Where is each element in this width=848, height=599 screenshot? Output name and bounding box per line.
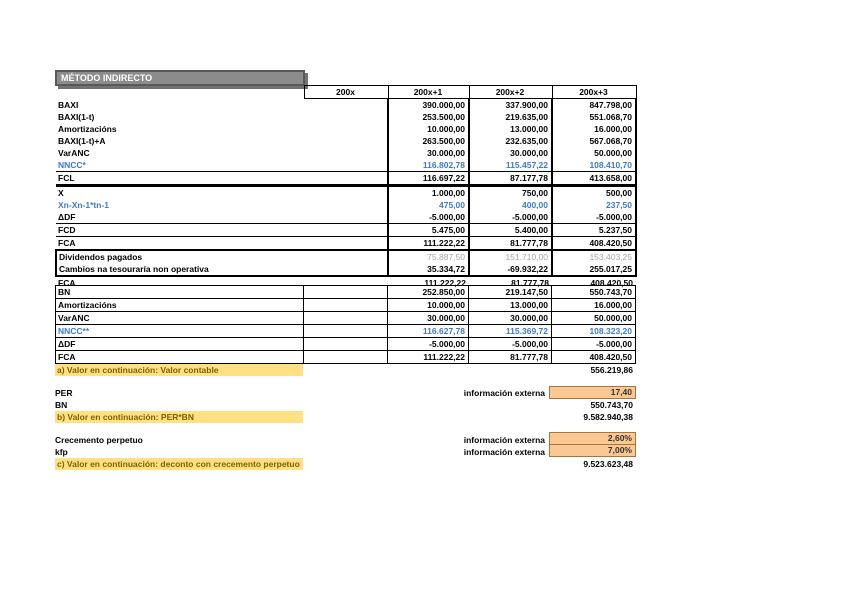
valuation-a-label: a) Valor en continuación: Valor contable bbox=[55, 364, 303, 376]
row-xn-formula bbox=[56, 199, 636, 211]
info-externa-label: información externa bbox=[463, 388, 545, 398]
method-title: MÉTODO INDIRECTO bbox=[55, 70, 305, 86]
row-baxi-1-t-plus-a bbox=[56, 135, 636, 147]
row-nncc bbox=[56, 159, 636, 172]
row-fcl bbox=[56, 172, 636, 186]
row-label: BN bbox=[56, 286, 304, 299]
empty-cell bbox=[304, 186, 388, 200]
row-x bbox=[56, 186, 636, 200]
row-varanc-2 bbox=[56, 312, 636, 325]
cell-value: -5.000,00 bbox=[552, 211, 636, 224]
valuation-c-value: 9.523.623,48 bbox=[583, 459, 633, 469]
row-varanc bbox=[56, 147, 636, 159]
cell-value: -5.000,00 bbox=[388, 211, 469, 224]
empty-cell bbox=[304, 325, 388, 338]
column-header: 200x+1 bbox=[388, 86, 469, 99]
cell-value: 413.658,00 bbox=[552, 172, 636, 186]
cell-value: 550.743,70 bbox=[552, 286, 636, 299]
empty-cell bbox=[304, 263, 388, 276]
cell-value: 5.237,50 bbox=[552, 224, 636, 237]
empty-cell bbox=[304, 172, 388, 186]
cell-value: 13.000,00 bbox=[469, 299, 552, 312]
row-label: FCD bbox=[56, 224, 304, 237]
net-income-method-table bbox=[55, 285, 636, 364]
row-amortizacions bbox=[56, 123, 636, 135]
row-delta-df-2 bbox=[56, 338, 636, 351]
growth-input[interactable]: 2,60% bbox=[549, 432, 636, 445]
row-label: VarANC bbox=[56, 312, 304, 325]
valuation-a-value: 556.219,86 bbox=[590, 365, 633, 375]
row-label: Cambios na tesouraría non operativa bbox=[56, 263, 304, 276]
row-label: BAXI bbox=[58, 99, 79, 110]
cell-value: -5.000,00 bbox=[469, 211, 552, 224]
row-label: X bbox=[58, 188, 64, 198]
cell-value: 5.475,00 bbox=[388, 224, 469, 237]
kfp-input[interactable]: 7,00% bbox=[549, 444, 636, 457]
cell-value: 111.222,22 bbox=[388, 351, 469, 364]
empty-cell bbox=[304, 123, 388, 135]
cell-value: 116.627,78 bbox=[388, 325, 469, 338]
cell-value: -5.000,00 bbox=[469, 338, 552, 351]
cell-value: 50.000,00 bbox=[552, 147, 636, 159]
cell-value: 567.068,70 bbox=[552, 135, 636, 147]
cell-value: 115.457,22 bbox=[469, 159, 552, 172]
cell-value: 337.900,00 bbox=[469, 99, 552, 112]
cell-value: 10.000,00 bbox=[388, 299, 469, 312]
cell-value: 30.000,00 bbox=[469, 147, 552, 159]
row-label: BAXI(1-t) bbox=[58, 112, 95, 122]
indirect-method-table bbox=[55, 85, 637, 289]
cell-value: 81.777,78 bbox=[469, 351, 552, 364]
row-nncc-2 bbox=[56, 325, 636, 338]
cell-value: -5.000,00 bbox=[388, 338, 469, 351]
cell-value: 111.222,22 bbox=[424, 278, 466, 288]
empty-cell bbox=[304, 111, 388, 123]
cell-value: 263.500,00 bbox=[388, 135, 469, 147]
cell-value: -69.932,22 bbox=[469, 263, 552, 276]
row-label: ΔDF bbox=[56, 211, 304, 224]
cell-value: 50.000,00 bbox=[552, 312, 636, 325]
row-label: VarANC bbox=[58, 148, 90, 158]
empty-cell bbox=[304, 135, 388, 147]
row-label: Amortizacións bbox=[56, 299, 304, 312]
cell-value: 115.369,72 bbox=[469, 325, 552, 338]
cell-value: 253.500,00 bbox=[388, 111, 469, 123]
cell-value: 16.000,00 bbox=[552, 299, 636, 312]
cell-value: 81.777,78 bbox=[511, 278, 549, 288]
cell-value: 1.000,00 bbox=[388, 186, 469, 200]
cell-value: 87.177,78 bbox=[469, 172, 552, 186]
empty-cell bbox=[304, 312, 388, 325]
cell-value: 475,00 bbox=[388, 199, 469, 211]
column-header: 200x+2 bbox=[469, 86, 552, 99]
cell-value: 390.000,00 bbox=[388, 99, 469, 112]
cell-value: 75.887,50 bbox=[388, 250, 469, 263]
cell-value: 219.147,50 bbox=[469, 286, 552, 299]
cell-value: 30.000,00 bbox=[388, 312, 469, 325]
cell-value: 408.420,50 bbox=[552, 237, 636, 251]
cell-value: 10.000,00 bbox=[388, 123, 469, 135]
row-fca-2 bbox=[56, 351, 636, 364]
valuation-b-value: 9.582.940,38 bbox=[583, 412, 633, 422]
info-externa-label: información externa bbox=[463, 435, 545, 445]
empty-cell bbox=[304, 299, 388, 312]
empty-cell bbox=[56, 86, 304, 99]
cell-value: 5.400,00 bbox=[469, 224, 552, 237]
per-input[interactable]: 17,40 bbox=[549, 386, 636, 399]
empty-cell bbox=[304, 147, 388, 159]
empty-cell bbox=[304, 286, 388, 299]
per-label: PER bbox=[55, 388, 73, 398]
cell-value: 232.635,00 bbox=[469, 135, 552, 147]
empty-cell bbox=[304, 351, 388, 364]
row-label: FCL bbox=[56, 172, 304, 186]
info-externa-label: información externa bbox=[463, 447, 545, 457]
empty-cell bbox=[304, 211, 388, 224]
cell-value: 111.222,22 bbox=[388, 237, 469, 251]
column-header: 200x+3 bbox=[552, 86, 636, 99]
cell-value: 219.635,00 bbox=[469, 111, 552, 123]
cell-value: 16.000,00 bbox=[552, 123, 636, 135]
row-bn bbox=[56, 286, 636, 299]
cell-value: 255.017,25 bbox=[552, 263, 636, 276]
row-label: FCA bbox=[56, 237, 304, 251]
cell-value: 500,00 bbox=[552, 186, 636, 200]
cell-value: 400,00 bbox=[469, 199, 552, 211]
row-label: Amortizacións bbox=[58, 124, 117, 134]
empty-cell bbox=[304, 159, 388, 172]
cell-value: 30.000,00 bbox=[388, 147, 469, 159]
empty-cell bbox=[304, 99, 388, 112]
row-label: ΔDF bbox=[56, 338, 304, 351]
cell-value: 551.068,70 bbox=[552, 111, 636, 123]
row-fcd bbox=[56, 224, 636, 237]
row-cambios-tesouraria bbox=[56, 263, 636, 276]
row-amortizacions-2 bbox=[56, 299, 636, 312]
cell-value: 116.697,22 bbox=[388, 172, 469, 186]
row-label: NNCC** bbox=[56, 325, 304, 338]
empty-cell bbox=[304, 338, 388, 351]
row-baxi bbox=[56, 99, 636, 112]
cell-value: 252.850,00 bbox=[388, 286, 469, 299]
cell-value: 847.798,00 bbox=[552, 99, 636, 112]
cell-value: 237,50 bbox=[552, 199, 636, 211]
cell-value: 408.420,50 bbox=[552, 351, 636, 364]
row-label: Xn-Xn-1*tn-1 bbox=[58, 200, 109, 210]
cell-value: 13.000,00 bbox=[469, 123, 552, 135]
cell-value: 108.410,70 bbox=[552, 159, 636, 172]
bn-value: 550.743,70 bbox=[590, 400, 633, 410]
row-dividendos bbox=[56, 250, 636, 263]
empty-cell bbox=[304, 199, 388, 211]
cell-value: 30.000,00 bbox=[469, 312, 552, 325]
row-label: BAXI(1-t)+A bbox=[58, 136, 106, 146]
valuation-b-label: b) Valor en continuación: PER*BN bbox=[55, 411, 303, 423]
row-fca bbox=[56, 237, 636, 251]
empty-cell bbox=[304, 224, 388, 237]
cell-value: -5.000,00 bbox=[552, 338, 636, 351]
row-label: FCA bbox=[58, 278, 76, 288]
row-label: Dividendos pagados bbox=[56, 250, 304, 263]
row-baxi-1-t bbox=[56, 111, 636, 123]
row-delta-df bbox=[56, 211, 636, 224]
cell-value: 153.403,25 bbox=[552, 250, 636, 263]
cell-value: 750,00 bbox=[469, 186, 552, 200]
row-label: FCA bbox=[56, 351, 304, 364]
row-label: NNCC* bbox=[56, 159, 304, 172]
valuation-c-label: c) Valor en continuación: deconto con crecemento perpetuo bbox=[55, 458, 303, 470]
bn-label: BN bbox=[55, 400, 68, 410]
empty-cell bbox=[304, 250, 388, 263]
empty-cell bbox=[304, 237, 388, 251]
cell-value: 408.420,50 bbox=[590, 278, 633, 288]
kfp-label: kfp bbox=[55, 447, 68, 457]
cell-value: 151.710,00 bbox=[469, 250, 552, 263]
cell-value: 108.323,20 bbox=[552, 325, 636, 338]
column-header-row bbox=[56, 86, 636, 99]
cell-value: 81.777,78 bbox=[469, 237, 552, 251]
cell-value: 116.802,78 bbox=[388, 159, 469, 172]
column-header: 200x bbox=[304, 86, 388, 99]
cell-value: 35.334,72 bbox=[388, 263, 469, 276]
growth-label: Crecemento perpetuo bbox=[55, 435, 143, 445]
